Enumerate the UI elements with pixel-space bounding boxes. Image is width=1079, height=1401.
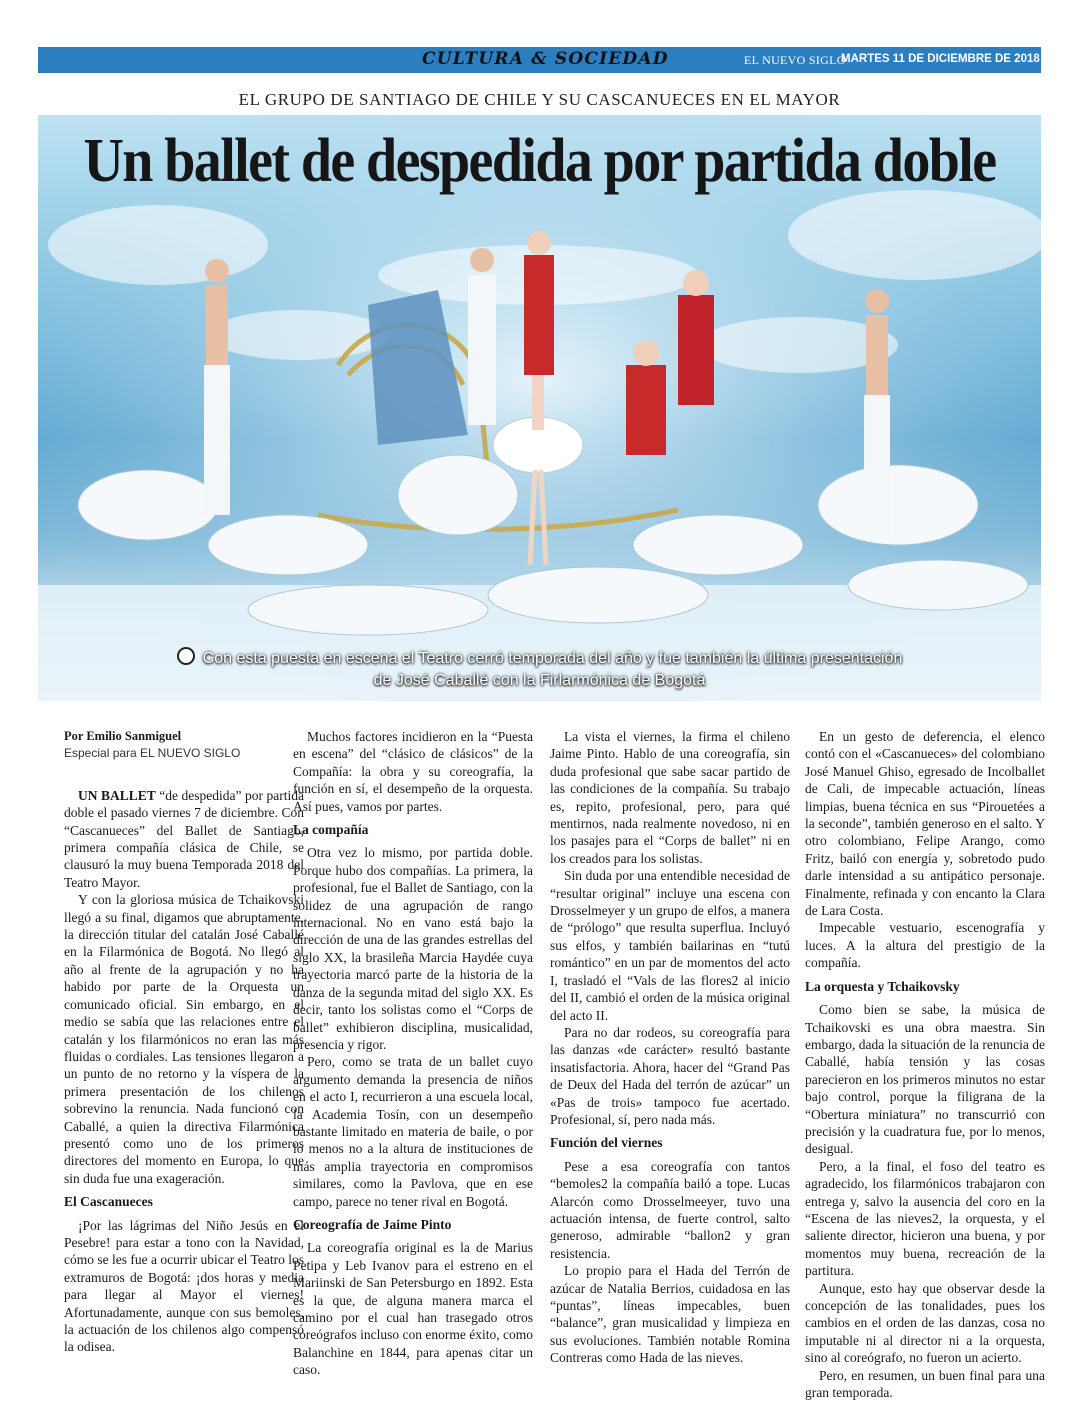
article-column-1 [64, 728, 304, 1356]
paragraph: Pero, como se trata de un ballet cuyo argumento demanda la presencia de niños en el acto I, recurrieron a una escuela local, la Academia Tosín, con un desempeño bastante limitado en materia de baile, o por lo menos no a la altura de instituciones de más amplia trayectoria en compromisos similares, como la Pavlova, que en ese campo, parece no tener rival en Bogotá. [293, 1054, 533, 1209]
paragraph: Pese a esa coreografía con tantos “bemoles2 la compañía bailó a tope. Lucas Alarcón como Drosselmeeyer, tuvo una actuación intensa, de fuerte control, salto generoso, admirable “ballon2 y gran resistencia. [550, 1158, 790, 1261]
newspaper-name: EL NUEVO SIGLO [744, 53, 846, 67]
caption-line-1: Con esta puesta en escena el Teatro cerró temporada del año y fue también la última presentación [202, 650, 903, 667]
ballet-stage-illustration [38, 115, 1041, 701]
kicker: EL GRUPO DE SANTIAGO DE CHILE Y SU CASCANUECES EN EL MAYOR [238, 90, 841, 109]
photo-caption [38, 647, 1041, 692]
section-title: CULTURA & SOCIEDAD [422, 49, 669, 69]
paragraph: Muchos factores incidieron en la “Puesta en escena” del “clásico de clásicos” de la Compañía: la obra y su coreografía, la función en sí, el desempeño de la orquesta. Así pues, vamos por partes. [293, 729, 533, 814]
page-number: 1B [1052, 49, 1074, 68]
subheading: La orquesta y Tchaikovsky [805, 978, 960, 994]
paragraph: Aunque, esto hay que observar desde la concepción de las tonalidades, pues los cambios en el orden de las danzas, cosa no imputable ni al director ni a la orquesta, sino al coreógrafo, no fueron un acierto. [805, 1280, 1045, 1366]
section-header-bar [38, 47, 1074, 73]
subheading: Función del viernes [550, 1135, 663, 1151]
paragraph-text: “de despedida” por partida doble el pasado viernes 7 de diciembre. Con “Cascanueces” del Ballet de Santiago, primera compañía clásica de Chile, se clausuró la muy buena Temporada 2018 del Teatro Mayor. [64, 787, 304, 890]
paragraph: Como bien se sabe, la música de Tchaikovski es una obra maestra. Sin embargo, dada la situación de la renuncia de Caballé, había tensión y las cosas parecieron en los primeros minutos no estar bajo control, porque la filigrana de la “Obertura miniatura” no transcurrió con precisión y la cuadratura fue, por lo menos, desigual. [805, 1002, 1045, 1157]
paragraph: En un gesto de deferencia, el elenco contó con el «Cascanueces» del colombiano José Manuel Ghiso, egresado de Incolballet de Cali, de impecable actuación, líneas limpias, buena técnica en sus “Pirouetées a la seconde”, también generoso en el salto. Y otro colombiano, Felipe Arango, como Fritz, bailó con energía y, sobretodo pudo darle intensidad a su antipático personaje. Finalmente, refinada y con encanto la Clara de Lara Costa. [805, 729, 1045, 919]
byline-note: Especial para EL NUEVO SIGLO [64, 746, 241, 761]
caption-line-2: de José Caballé con la Firlarmónica de Bogotá [373, 672, 706, 689]
paragraph: Y con la gloriosa música de Tchaikovski llegó a su final, digamos que abruptamente, la dirección titular del catalán José Caballé en la Filarmónica de Bogotá. No llegó al año al frente de la agrupación y no ha habido por parte de la Orquesta un comunicado oficial. Sin embargo, en el medio se sabía que las relaciones entre el catalán y los filarmónicos no eran las más fluidas o cordiales. Las tensiones llegaron a un punto de no retorno y la víspera de la primera presentación de los chilenos sobrevino la renuncia. Nada funcionó con Caballé, a quien la directiva Filarmónica presentó como uno de los primeros directores del momento en Europa, lo que sin duda fue una exageración. [64, 892, 304, 1186]
paragraph: La coreografía original es la de Marius Petipa y Leb Ivanov para el estreno en el Mariinski de San Petersburgo en 1892. Esta es la que, de alguna manera marca el camino por el cual han trasegado otros coreógrafos incluso con enorme éxito, como Balanchine en 1844, para apenas citar un caso. [293, 1240, 533, 1378]
paragraph: ¡Por las lágrimas del Niño Jesús en el Pesebre! para estar a tono con la Navidad, cómo se les fue a ocurrir ubicar el Teatro los extramuros de Bogotá: ¡dos horas y media para llegar al Mayor el viernes! Afortunadamente, aunque con sus bemoles, la actuación de los chilenos algo compensó la odisea. [64, 1217, 304, 1355]
paragraph: Impecable vestuario, escenografía y luces. A la altura del prestigio de la compañía. [805, 920, 1045, 971]
article-column-2 [293, 728, 533, 1379]
paragraph: Otra vez lo mismo, por partida doble. Porque hubo dos compañías. La primera, la profesional, fue el Ballet de Santiago, con la solidez de una agrupación de rango internacional. No en vano está bajo la dirección de una de las grandes estrellas del siglo XX, la brasileña Marcia Haydée cuya trayectoria marcó parte de la historia de la danza de la segunda mitad del siglo XX. Es decir, tanto los solistas como el “Corps de ballet” exhibieron disciplina, musicalidad, presencia y rigor. [293, 845, 533, 1052]
byline-author: Por Emilio Sanmiguel [64, 729, 182, 743]
issue-date: MARTES 11 DE DICIEMBRE DE 2018 [841, 53, 1040, 65]
hero-photo [38, 115, 1041, 701]
paragraph: La vista el viernes, la firma el chileno Jaime Pinto. Hablo de una coreografía, sin duda profesional que sabe sacar partido de las condiciones de la compañía. Su trabajo es, repito, profesional, pero, para qué mentirnos, nada realmente novedoso, ni en los pasajes para el “Corps de ballet” ni en los creados para los solistas. [550, 729, 790, 866]
paragraph: Pero, en resumen, un buen final para una gran temporada. [805, 1367, 1045, 1401]
paragraph: Sin duda por una entendible necesidad de “resultar original” incluye una escena con Drosselmeyer y un grupo de elfos, a manera de “prólogo” que resulta superflua. Incluyó sus elfos, y también bailarinas en “tutú romántico” en un par de momentos del acto I, trasladó el “Vals de las flores2 al inicio del II, cambió el orden de la música original del acto II. [550, 868, 790, 1023]
subheading: Coreografía de Jaime Pinto [293, 1216, 452, 1232]
caption-bullet-icon [177, 647, 195, 665]
subheading: La compañía [293, 822, 369, 838]
article-column-3 [550, 728, 790, 1367]
paragraph: Pero, a la final, el foso del teatro es agradecido, los filarmónicos trabajaron con entrega y, salvo la ausencia del coro en la “Escena de las nieves2, la orquesta, y el saliente director, hicieron una buena, y por momentos muy buena, recreación de la partitura. [805, 1158, 1045, 1279]
paragraph: Para no dar rodeos, su coreografía para las danzas «de carácter» resultó bastante insatisfactoria. Ahora, hacer del “Grand Pas de Deux del Hada del terrón de azúcar” un «Pas de trois» tampoco fue acertado. Profesional, sí, pero nada más. [550, 1024, 790, 1127]
article-column-4 [805, 728, 1045, 1401]
lead-in: UN BALLET [78, 787, 156, 803]
subheading: El Cascanueces [64, 1194, 153, 1210]
paragraph: Lo propio para el Hada del Terrón de azúcar de Natalia Berrios, cuidadosa en las “puntas”, líneas impecables, buen “balance”, gran musicalidad y limpieza en sus evoluciones. También notable Romina Contreras como Hada de las nieves. [550, 1263, 790, 1366]
headline: Un ballet de despedida por partida doble [83, 126, 996, 196]
paragraph [64, 787, 304, 891]
